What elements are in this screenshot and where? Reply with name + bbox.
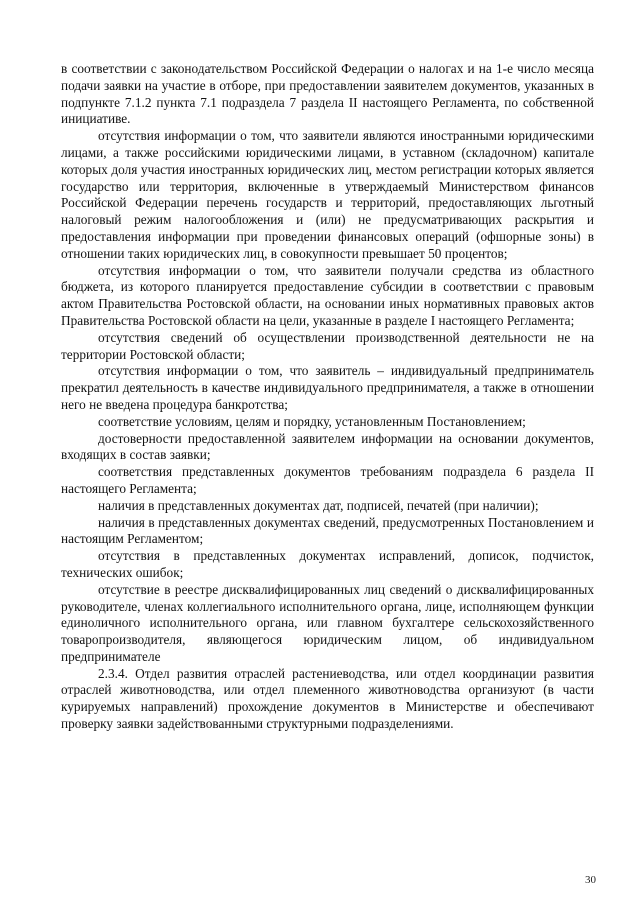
paragraph: отсутствия сведений об осуществлении производственной деятельности не на территории Ростовской области; bbox=[61, 329, 594, 362]
paragraph: 2.3.4. Отдел развития отраслей растениеводства, или отдел координации развития отраслей животноводства, или отдел племенного животноводства организуют (в части курируемых направлений) прохождение документов в Министерстве и обеспечивают проверку заявки задействованными структурными подразделениями. bbox=[61, 665, 594, 732]
paragraph: соответствия представленных документов требованиям подраздела 6 раздела II настоящего Регламента; bbox=[61, 464, 594, 496]
paragraph: отсутствие в реестре дисквалифицированных лиц сведений о дисквалифицированных руководителе, членах коллегиального исполнительного органа, лице, исполняющем функции единоличного исполнительного органа, или главном бухгалтере сельскохозяйственного товаропроизводителя, являющегося юридическим лицом, об индивидуальном предпринимателе bbox=[61, 581, 594, 664]
paragraph: наличия в представленных документах сведений, предусмотренных Постановлением и настоящим Регламентом; bbox=[61, 514, 594, 547]
paragraph: отсутствия в представленных документах исправлений, дописок, подчисток, технических ошибок; bbox=[61, 548, 594, 580]
page-number: 30 bbox=[585, 874, 596, 886]
paragraph: в соответствии с законодательством Российской Федерации о налогах и на 1-е число месяца подачи заявки на участие в отборе, при предоставлении заявителем документов, указанных в подпункте 7.1.2 пункта 7.1 подраздела 7 раздела II настоящего Регламента, по собственной инициативе. bbox=[61, 61, 594, 127]
paragraph: отсутствия информации о том, что заявитель – индивидуальный предприниматель прекратил деятельность в качестве индивидуального предпринимателя, а также в отношении него не введена процедура банкротства; bbox=[61, 363, 594, 412]
paragraph: достоверности предоставленной заявителем информации на основании документов, входящих в состав заявки; bbox=[61, 430, 594, 463]
paragraph: соответствие условиям, целям и порядку, установленным Постановлением; bbox=[98, 413, 526, 429]
paragraph: отсутствия информации о том, что заявители получали средства из областного бюджета, из которого планируется предоставление субсидии в соответствии с правовым актом Правительства Ростовской области, на основании иных нормативных правовых актов Правительства Ростовской области на цели, указанные в разделе I настоящего Регламента; bbox=[61, 262, 594, 328]
document-body bbox=[61, 61, 594, 733]
paragraph: наличия в представленных документах дат, подписей, печатей (при наличии); bbox=[98, 497, 539, 513]
paragraph: отсутствия информации о том, что заявители являются иностранными юридическими лицами, а также российскими юридическими лицами, в уставном (складочном) капитале которых доля участия иностранных юридических лиц, местом регистрации которых является государство или территория, включенные в утверждаемый Министерством финансов Российской Федерации перечень государств и территорий, предоставляющих льготный налоговый режим налогообложения и (или) не предусматривающих раскрытия и предоставления информации при проведении финансовых операций (офшорные зоны) в отношении таких юридических лиц, в совокупности превышает 50 процентов; bbox=[61, 128, 594, 261]
